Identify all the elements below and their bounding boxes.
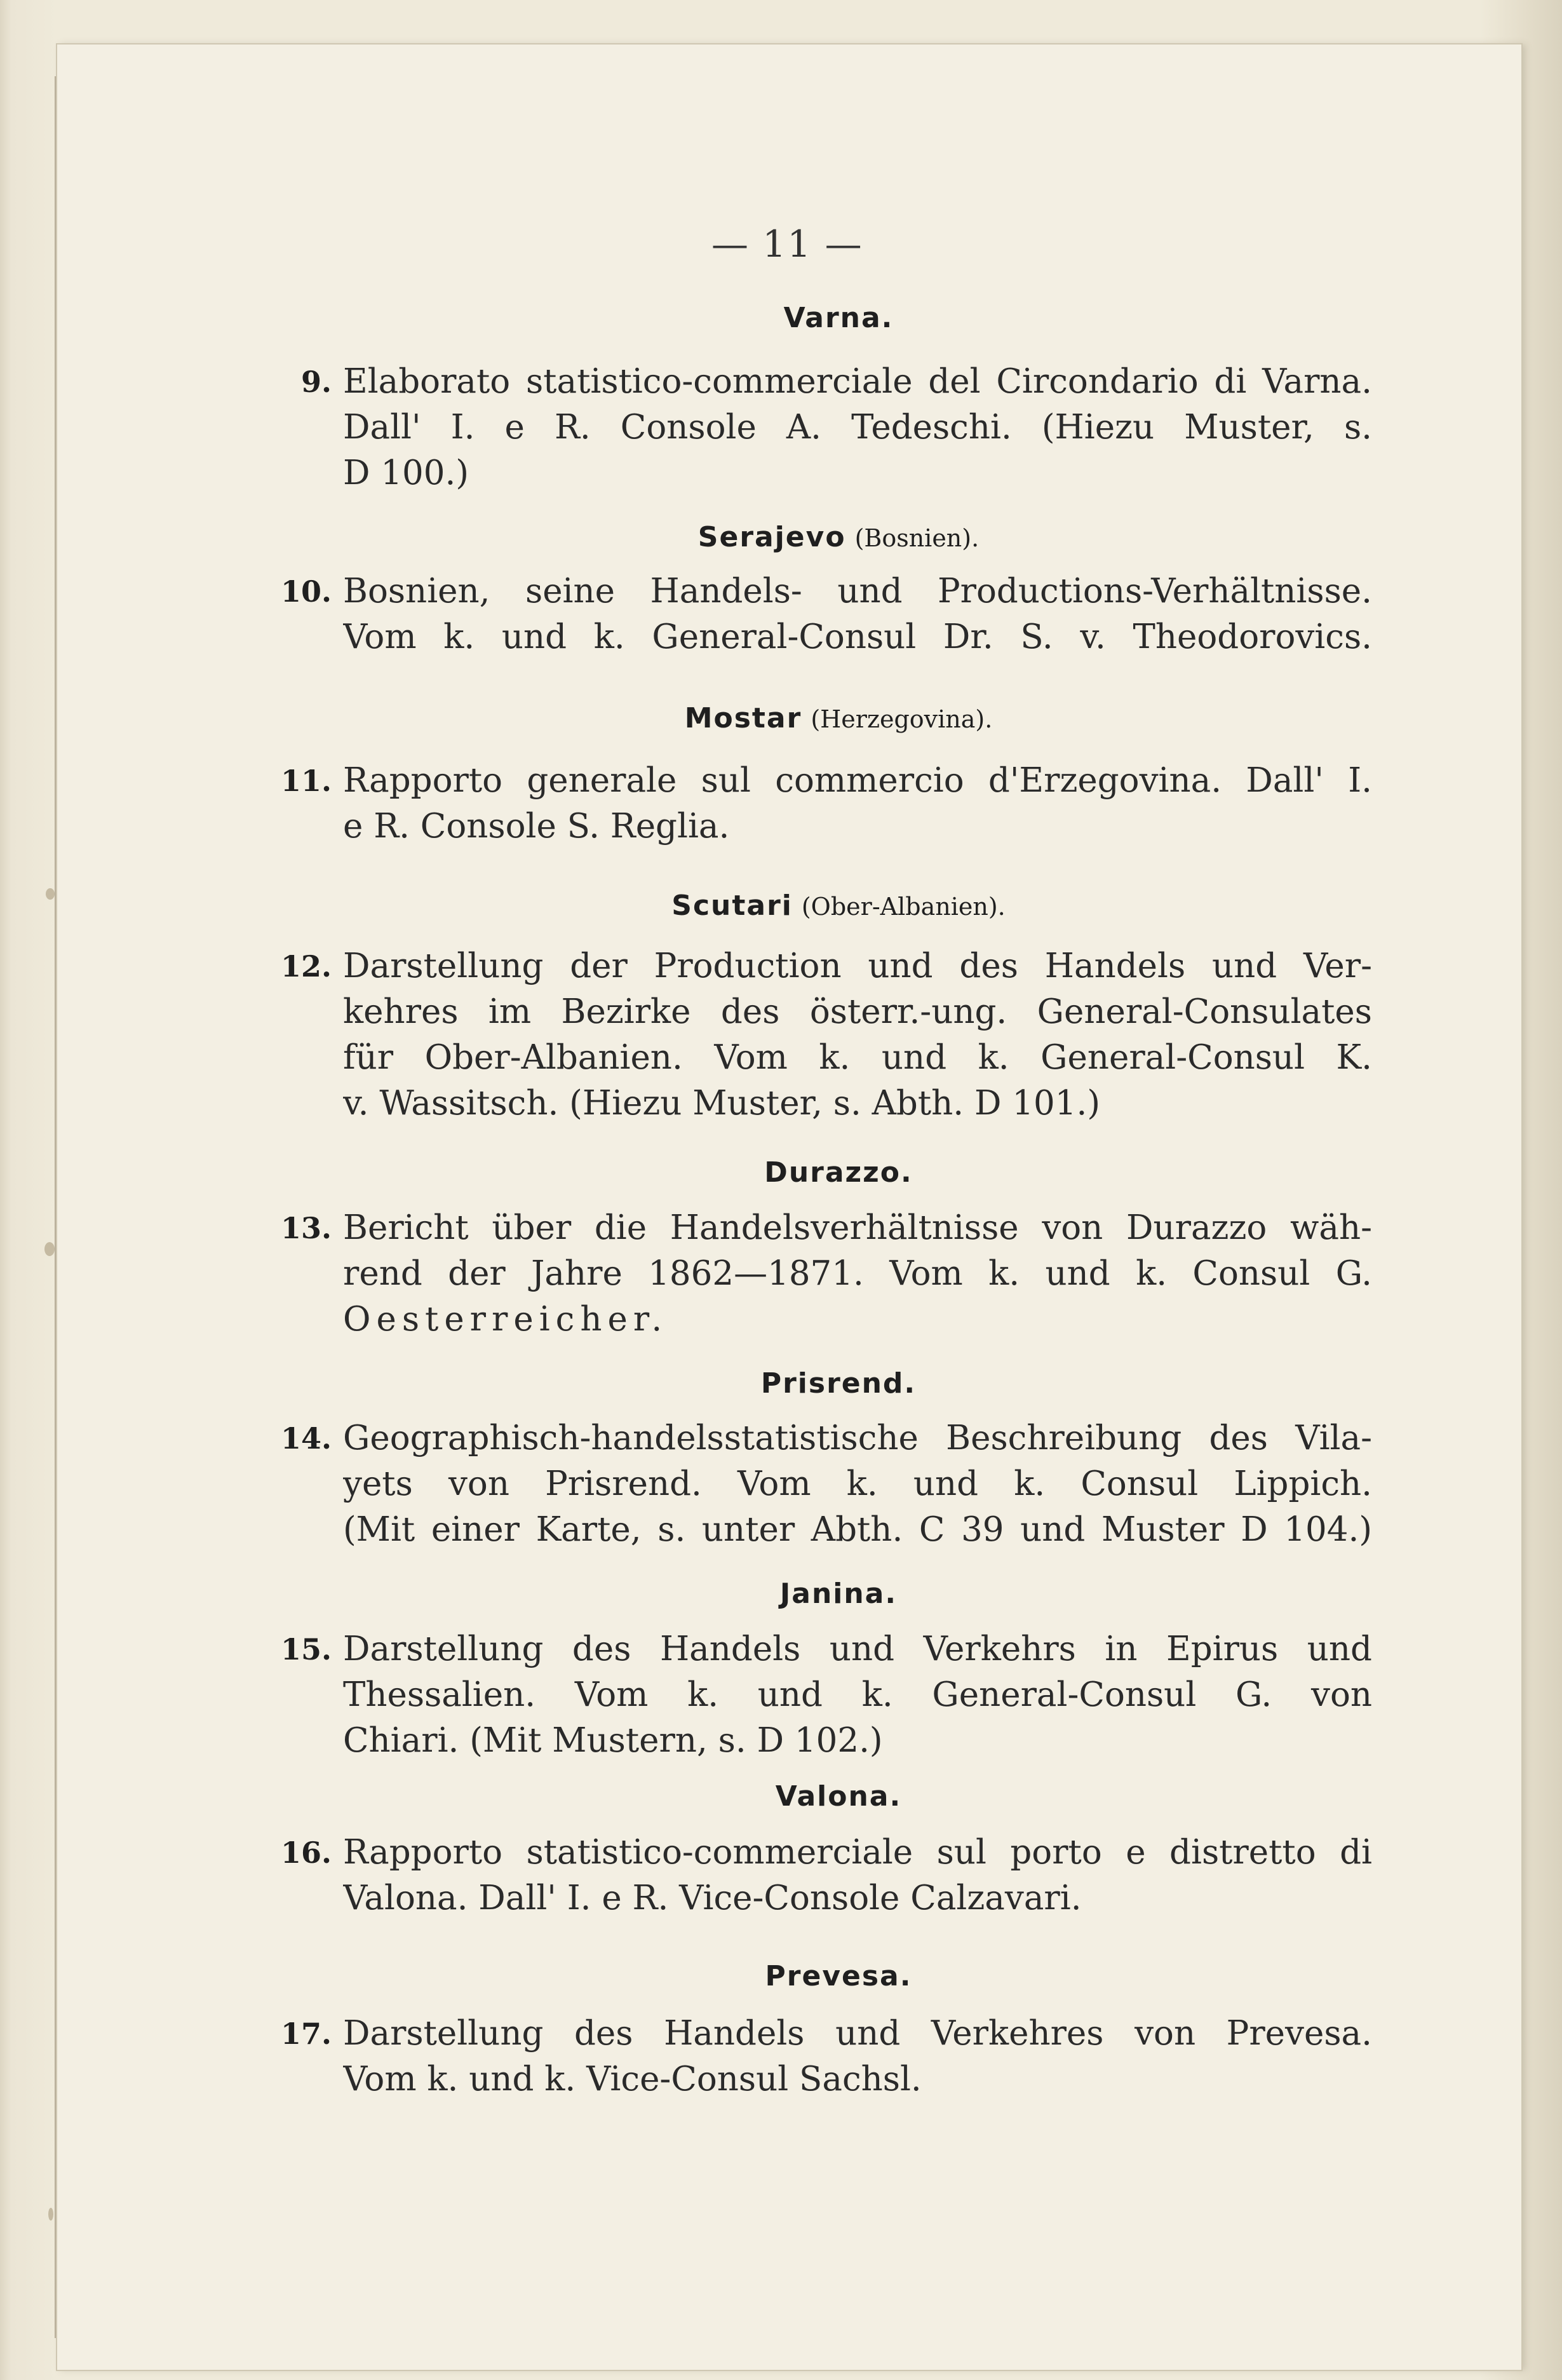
entry-number: 13.	[280, 1211, 332, 1245]
entry-number: 14.	[280, 1421, 332, 1456]
entry-line: Darstellung des Handels und Verkehrs in Epirus und	[343, 1630, 1372, 1668]
entry-11	[280, 758, 1372, 849]
entry-number: 9.	[300, 365, 332, 399]
entry-number: 12.	[280, 949, 332, 984]
entry-16	[280, 1830, 1372, 1921]
entry-line: Bericht über die Handelsverhältnisse von Durazzo wäh-	[343, 1208, 1372, 1247]
page-spine-edge	[55, 76, 57, 2338]
entry-number: 17.	[280, 2017, 332, 2051]
page-number: — 11 —	[711, 222, 863, 266]
entry-number: 11.	[280, 764, 332, 798]
entry-line: Vom k. und k. General-Consul Dr. S. v. Theodorovics.	[343, 618, 1372, 656]
entry-line: Valona. Dall' I. e R. Vice-Console Calzavari.	[343, 1879, 1082, 1917]
entry-line: Elaborato statistico-commerciale del Circondario di Varna.	[343, 362, 1372, 401]
entry-line: D 100.)	[343, 454, 469, 492]
entry-13	[280, 1205, 1372, 1342]
entry-line: Darstellung des Handels und Verkehres von Prevesa.	[343, 2014, 1372, 2053]
heading-title: Serajevo	[697, 521, 846, 553]
entry-line: (Mit einer Karte, s. unter Abth. C 39 und Muster D 104.)	[343, 1510, 1372, 1549]
entry-line: Geographisch-handelsstatistische Beschreibung des Vila-	[343, 1419, 1372, 1457]
heading-title: Scutari	[671, 889, 793, 922]
ink-stain	[44, 1242, 55, 1256]
entry-line: v. Wassitsch. (Hiezu Muster, s. Abth. D 101.)	[343, 1084, 1101, 1123]
entry-number: 15.	[280, 1632, 332, 1667]
entry-line: Oesterreicher.	[343, 1300, 668, 1339]
entry-line: Chiari. (Mit Mustern, s. D 102.)	[343, 1721, 883, 1760]
heading-title: Varna.	[783, 302, 894, 334]
entry-line: für Ober-Albanien. Vom k. und k. General-Consul K.	[343, 1038, 1372, 1077]
heading-title: Durazzo.	[764, 1156, 913, 1189]
section-heading-mostar	[267, 702, 1410, 734]
entry-line: yets von Prisrend. Vom k. und k. Consul Lippich.	[343, 1464, 1372, 1503]
heading-title: Prevesa.	[765, 1960, 912, 1992]
ink-stain	[48, 2208, 53, 2221]
entry-line: Darstellung der Production und des Handels und Ver-	[343, 947, 1372, 985]
heading-title: Mostar	[684, 702, 802, 734]
entry-line: Dall' I. e R. Console A. Tedeschi. (Hiezu Muster, s.	[343, 408, 1372, 447]
entry-line: Bosnien, seine Handels- und Productions-Verhältnisse.	[343, 572, 1372, 611]
entry-10	[280, 569, 1372, 660]
entry-12	[280, 943, 1372, 1126]
entry-14	[280, 1416, 1372, 1553]
section-heading-prisrend	[267, 1367, 1410, 1400]
heading-note: (Ober-Albanien).	[801, 893, 1006, 921]
section-heading-serajevo	[267, 521, 1410, 553]
entry-line: Vom k. und k. Vice-Consul Sachsl.	[343, 2060, 922, 2099]
section-heading-valona	[267, 1780, 1410, 1813]
entry-line: Rapporto generale sul commercio d'Erzegovina. Dall' I.	[343, 761, 1372, 800]
heading-title: Valona.	[775, 1780, 902, 1813]
entry-line: Rapporto statistico-commerciale sul porto e distretto di	[343, 1833, 1372, 1872]
entry-line: kehres im Bezirke des österr.-ung. General-Consulates	[343, 992, 1372, 1031]
heading-note: (Herzegovina).	[811, 705, 993, 733]
entry-line: e R. Console S. Reglia.	[343, 807, 730, 846]
section-heading-scutari	[267, 889, 1410, 922]
entry-line: Thessalien. Vom k. und k. General-Consul G. von	[343, 1675, 1372, 1714]
entry-9	[300, 359, 1372, 496]
ink-stain	[46, 888, 55, 900]
section-heading-prevesa	[267, 1960, 1410, 1992]
entry-line: rend der Jahre 1862—1871. Vom k. und k. Consul G.	[343, 1254, 1372, 1293]
section-heading-varna	[267, 302, 1410, 334]
heading-title: Prisrend.	[760, 1367, 917, 1400]
heading-title: Janina.	[779, 1578, 898, 1610]
section-heading-janina	[267, 1578, 1410, 1610]
heading-note: (Bosnien).	[854, 524, 980, 552]
entry-number: 16.	[280, 1836, 332, 1870]
entry-number: 10.	[280, 574, 332, 609]
section-heading-durazzo	[267, 1156, 1410, 1189]
entry-15	[280, 1626, 1372, 1764]
entry-17	[280, 2011, 1372, 2102]
